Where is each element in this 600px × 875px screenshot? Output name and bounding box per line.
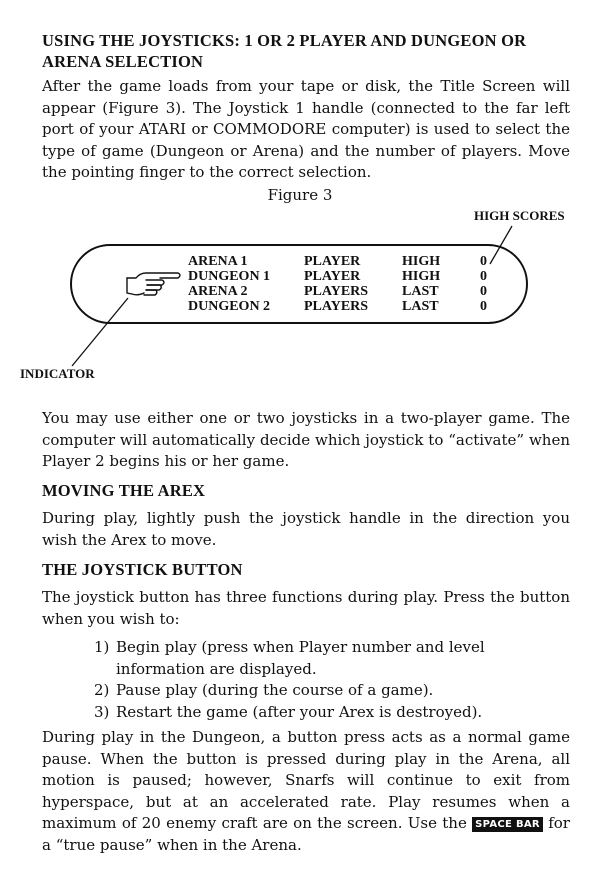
- menu-game: DUNGEON 1: [188, 269, 271, 284]
- menu-game: ARENA 1: [188, 254, 248, 269]
- menu-score: 0: [480, 299, 487, 314]
- space-bar-key: SPACE BAR: [472, 817, 543, 832]
- menu-score-type: HIGH: [402, 269, 441, 284]
- button-functions-list: [94, 637, 570, 723]
- high-scores-pointer-line: [490, 226, 512, 264]
- section-heading-joysticks: USING THE JOYSTICKS: 1 OR 2 PLAYER AND DUNGEON OR ARENA SELECTION: [42, 31, 527, 71]
- two-player-paragraph: You may use either one or two joysticks in a two-player game. The computer will automatically decide which joystick to “activate” when Player 2 begins his or her game.: [42, 409, 570, 470]
- indicator-pointer-line: [72, 298, 128, 366]
- indicator-callout: INDICATOR: [20, 366, 95, 381]
- menu-players: PLAYERS: [304, 284, 369, 299]
- menu-players: PLAYER: [304, 254, 361, 269]
- list-item: 3) Restart the game (after your Arex is destroyed).: [94, 702, 483, 721]
- section-heading-button: THE JOYSTICK BUTTON: [42, 560, 243, 579]
- high-scores-callout: HIGH SCORES: [474, 208, 565, 223]
- menu-score-type: HIGH: [402, 254, 441, 269]
- pointing-hand-icon: [127, 273, 180, 295]
- menu-players: PLAYER: [304, 269, 361, 284]
- menu-score: 0: [480, 254, 487, 269]
- figure-caption: Figure 3: [267, 186, 333, 204]
- menu-score: 0: [480, 269, 487, 284]
- section-heading-moving: MOVING THE AREX: [42, 481, 206, 500]
- button-paragraph: The joystick button has three functions during play. Press the button when you wish to:: [42, 588, 570, 628]
- menu-score-type: LAST: [402, 299, 439, 314]
- menu-score: 0: [480, 284, 487, 299]
- menu-score-type: LAST: [402, 284, 439, 299]
- menu-game: DUNGEON 2: [188, 299, 271, 314]
- intro-paragraph: After the game loads from your tape or disk, the Title Screen will appear (Figure 3). The Joystick 1 handle (connected to the far left port of your ATARI or COMMODORE computer) is used to select the type of game (Dungeon or Arena) and the number of players. Move the pointing finger to the correct selection.: [42, 77, 570, 181]
- menu-game: ARENA 2: [188, 284, 248, 299]
- list-item: 1) Begin play (press when Player number and level information are displayed.: [94, 638, 485, 678]
- pause-paragraph: During play in the Dungeon, a button press acts as a normal game pause. When the button is pressed during play in the Arena, all motion is paused; however, Snarfs will continue to exit from hyperspace, but at an accelerated rate. Play resumes when a maximum of 20 enemy craft are on the screen. Use the SPACE BAR for a “true pause” when in the Arena.: [42, 728, 570, 854]
- moving-paragraph: During play, lightly push the joystick handle in the direction you wish the Arex to move.: [42, 509, 570, 549]
- menu-players: PLAYERS: [304, 299, 369, 314]
- list-item: 2) Pause play (during the course of a game).: [94, 681, 434, 699]
